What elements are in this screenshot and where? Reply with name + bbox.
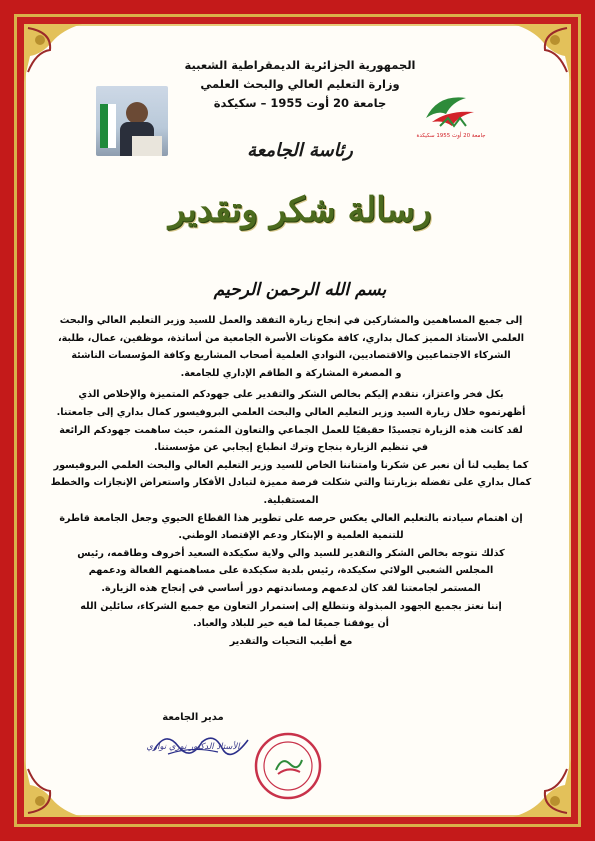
university-logo [418,88,484,140]
ministry-name: وزارة التعليم العالي والبحث العلمي [200,77,400,91]
closing-line: مع أطيب التحيات والتقدير [229,635,353,647]
paragraph-3: كما يطيب لنا أن نعبر عن شكرنا وامتناننا الخاص للسيد وزير التعليم العالي والبحث العلمي البروفيسور كمال بداري على تفضله بزيارتنا والتي شكلت فرصة مميزة لتبادل الأفكار واستعراض الإنجازات والخطط المستقبلية. [50,459,532,506]
corner-ornament-bottom-left [22,749,92,819]
presidency-heading: رئاسة الجامعة [247,140,353,161]
basmala: بسم الله الرحمن الرحيم [213,280,387,300]
paragraph-5: كذلك نتوجه بخالص الشكر والتقدير للسيد والي ولاية سكيكدة السعيد أخروف وطاقمه، رئيس المجلس الشعبي الولائي سكيكدة، رئيس بلدية سكيكدة على مساهمتهم الفعالة ودعمهم المستمر لجامعتنا لقد كان لدعمهم ومساندتهم دور أساسي في إنجاح هذه الزيارة. [77,547,505,594]
paragraph-2: بكل فخر واعتزاز، نتقدم إليكم بخالص الشكر والتقدير على جهودكم المتميزة والإخلاص الذي أظهرتموه خلال زيارة السيد وزير التعليم العالي والبحث العلمي البروفيسور كمال بداري إلى جامعتنا. لقد كانت هذه الزيارة تجسيدًا حقيقيًا للعمل الجماعي والتعاون المثمر، حيث ساهمت جهودكم الرائعة في تنظيم الزيارة بنجاح وترك انطباع إيجابي عن مؤسستنا. [56,389,526,454]
corner-ornament-top-right [503,22,573,92]
corner-ornament-bottom-right [503,749,573,819]
letter-body [42,312,540,650]
letterhead [170,56,430,113]
minister-photo [96,86,168,156]
official-stamp [252,730,324,802]
university-logo-caption: جامعة 20 أوت 1955 سكيكدة [416,133,486,139]
signatory-name: الأستاذ الدكتور نوري نواري [146,742,240,752]
university-name: جامعة 20 أوت 1955 – سكيكدة [213,96,387,110]
paragraph-6: إننا نعتز بجميع الجهود المبذولة ونتطلع إلى إستمرار التعاون مع جميع الشركاء، سائلين الله أن يوفقنا جميعًا لما فيه خير للبلاد والعباد. [80,600,502,630]
corner-ornament-top-left [22,22,92,92]
letter-title: رسالة شكر وتقدير [168,190,432,230]
signatory-title: مدير الجامعة [162,712,224,723]
paragraph-4: إن اهتمام سيادته بالتعليم العالي يعكس حرصه على تطوير هذا القطاع الحيوي وجعل الجامعة قاطرة للتنمية العلمية و الإبتكار ودعم الإقتصاد الوطني. [59,512,523,542]
republic-name: الجمهورية الجزائرية الديمقراطية الشعبية [184,58,416,72]
paragraph-1: إلى جميع المساهمين والمشاركين في إنجاح زيارة التفقد والعمل للسيد وزير التعليم العالي والبحث العلمي الأستاذ المميز كمال بداري، كافة مكونات الأسرة الجامعية من أساتذة، موظفين، عمال، طلبة، الشركاء الاجتماعيين والاقتصاديين، النوادي العلمية أصحاب المشاريع وكافة المؤسسات الناشئة و المصغرة المشاركة و الطاقم الإداري للجامعة. [57,315,525,379]
